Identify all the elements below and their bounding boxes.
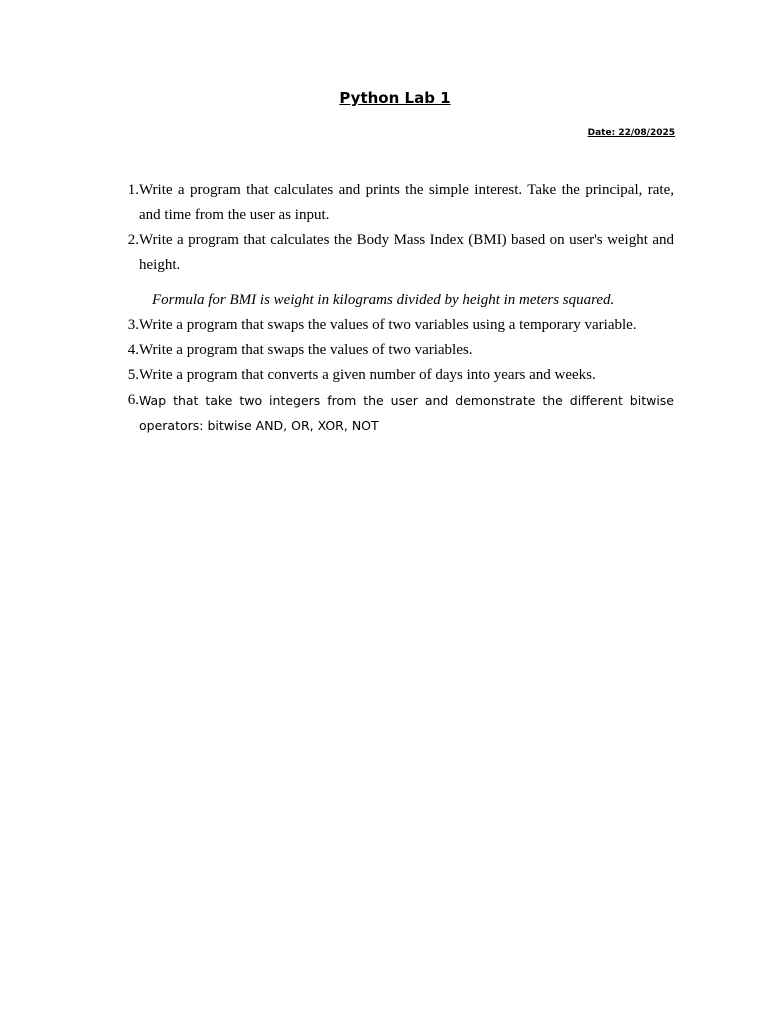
list-item [110, 178, 674, 228]
list-item-number: 1. [127, 182, 139, 198]
exercise-list [110, 178, 674, 438]
list-item [110, 363, 674, 388]
list-item [110, 388, 674, 438]
list-item-text: Write a program that swaps the values of two variables using a temporary variable. [139, 317, 637, 333]
document-date: Date: 22/08/2025 [587, 128, 675, 138]
list-item-number: 6. [127, 392, 139, 408]
list-item-text: Write a program that calculates the Body Mass Index (BMI) based on user's weight and height. [139, 232, 674, 273]
list-item-text: Wap that take two integers from the user and demonstrate the different bitwise operators: bitwise AND, OR, XOR, NOT [139, 393, 674, 433]
list-item [110, 313, 674, 338]
list-item [110, 228, 674, 278]
list-item-number: 4. [127, 342, 139, 358]
list-item-text: Write a program that swaps the values of two variables. [139, 342, 473, 358]
list-item-number: 5. [127, 367, 139, 383]
list-item-number: 3. [127, 317, 139, 333]
page-title: Python Lab 1 [339, 89, 451, 107]
list-item-text: Write a program that calculates and prints the simple interest. Take the principal, rate, and time from the user as input. [139, 182, 674, 223]
list-item [110, 338, 674, 363]
bmi-formula-note: Formula for BMI is weight in kilograms divided by height in meters squared. [152, 292, 615, 308]
list-item-text: Write a program that converts a given number of days into years and weeks. [139, 367, 596, 383]
list-item-number: 2. [127, 232, 139, 248]
